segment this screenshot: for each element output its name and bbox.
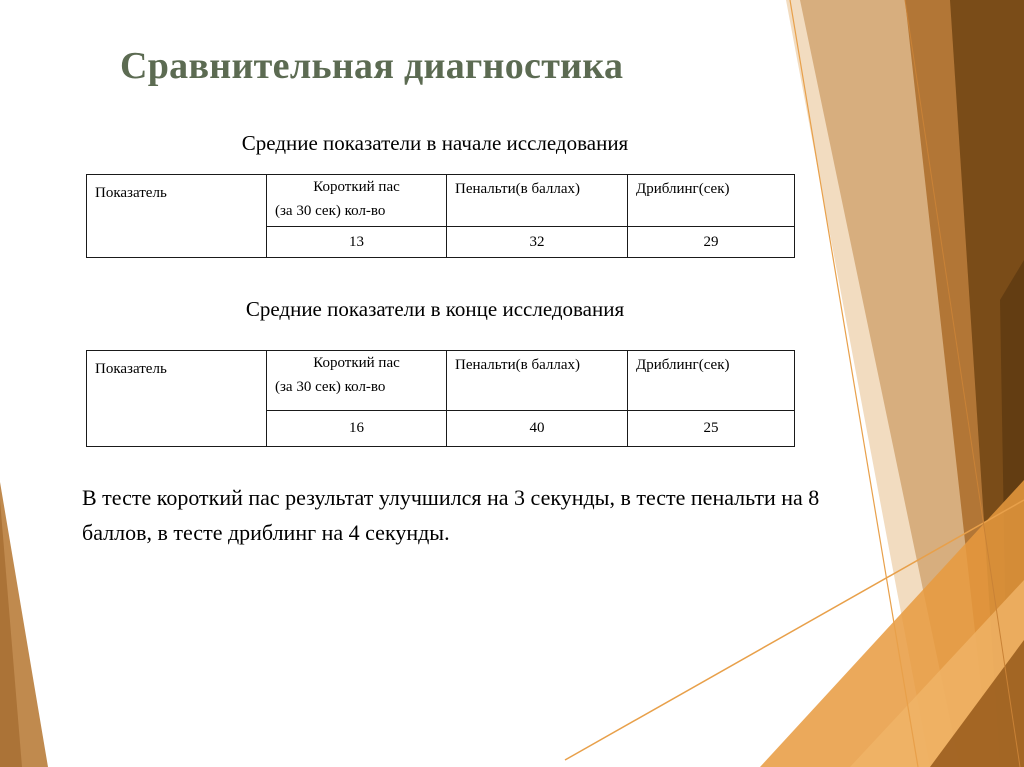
summary-text: В тесте короткий пас результат улучшился на 3 секунды, в тесте пенальти на 8 баллов, в тесте дриблинг на 4 секунды. [82, 485, 820, 545]
column-header-short-pass [267, 175, 447, 227]
value-dribbling: 29 [628, 227, 795, 258]
slide-title: Сравнительная диагностика [120, 45, 624, 87]
column-header-short-pass-line1: Короткий пас [313, 355, 400, 371]
row-header-cell: Показатель [87, 175, 267, 258]
value-short-pass: 16 [267, 411, 447, 447]
column-header-short-pass [267, 351, 447, 411]
value-short-pass: 13 [267, 227, 447, 258]
column-header-dribbling: Дриблинг(сек) [628, 175, 795, 227]
section-subtitle-start: Средние показатели в начале исследования [241, 131, 629, 155]
column-header-dribbling: Дриблинг(сек) [628, 351, 795, 411]
column-header-short-pass-line2: (за 30 сек) кол-во [275, 379, 386, 395]
value-dribbling: 25 [628, 411, 795, 447]
column-header-penalty: Пенальти(в баллах) [447, 351, 628, 411]
value-penalty: 32 [447, 227, 628, 258]
results-table-start [86, 174, 795, 258]
value-penalty: 40 [447, 411, 628, 447]
section-subtitle-end: Средние показатели в конце исследования [245, 297, 625, 321]
column-header-penalty: Пенальти(в баллах) [447, 175, 628, 227]
column-header-short-pass-line2: (за 30 сек) кол-во [275, 203, 386, 219]
results-table-end [86, 350, 795, 447]
row-header-cell: Показатель [87, 351, 267, 447]
column-header-short-pass-line1: Короткий пас [313, 179, 400, 195]
